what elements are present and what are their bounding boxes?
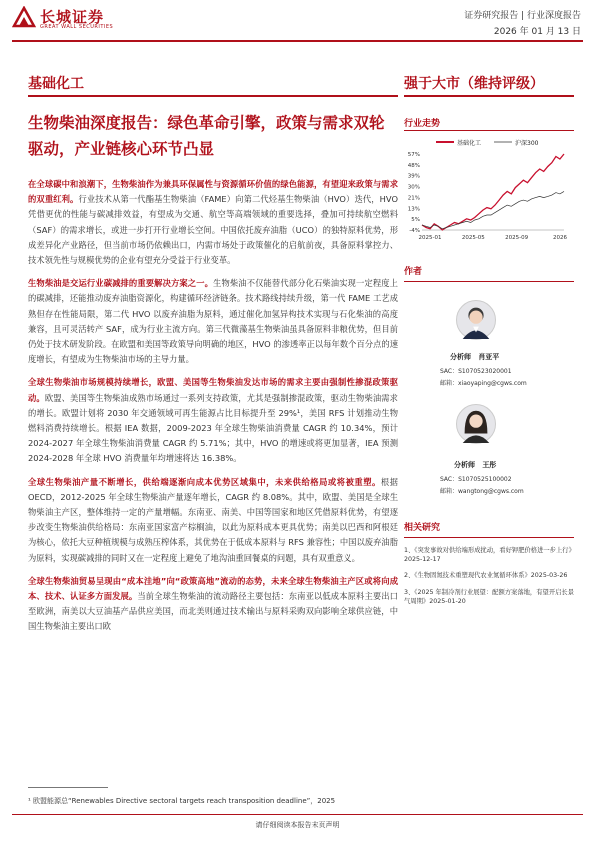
research-link[interactable]: 1、《突发事故对供给端形成扰动，看好钾肥价格进一步上行》2025-12-17 bbox=[404, 547, 572, 564]
footnote-divider bbox=[28, 787, 108, 788]
x-tick-label: 2026 bbox=[553, 235, 567, 241]
trend-title: 行业走势 bbox=[404, 119, 441, 129]
research-divider bbox=[404, 537, 574, 538]
research-link[interactable]: 2、《生物固氮技术重塑现代农业氮循环体系》2025-03-26 bbox=[404, 572, 568, 580]
series-line-csi300 bbox=[422, 191, 564, 228]
y-tick-label: 5% bbox=[411, 217, 420, 224]
author-name: 王彤 bbox=[482, 461, 497, 469]
related-research bbox=[404, 520, 574, 613]
report-header bbox=[464, 8, 581, 40]
paragraph bbox=[28, 177, 398, 268]
author-sac: SAC：S1070523020001 bbox=[440, 368, 512, 375]
paragraph bbox=[28, 475, 398, 566]
paragraph-lead: 全球生物柴油市场规模持续增长，欧盟、美国等生物柴油发达市场的需求主要由强制性掺混政策驱动。 bbox=[28, 377, 398, 403]
trend-divider bbox=[404, 130, 574, 131]
header-divider bbox=[12, 40, 583, 42]
doc-type: 证券研究报告 | 行业深度报告 bbox=[464, 11, 581, 21]
avatar bbox=[456, 404, 496, 444]
y-tick-label: 39% bbox=[407, 173, 420, 180]
y-tick-label: -4% bbox=[409, 228, 420, 234]
author-email: 邮箱：wangtong@cgws.com bbox=[440, 488, 524, 495]
avatar bbox=[456, 300, 496, 340]
authors-divider bbox=[404, 281, 574, 282]
rating-divider bbox=[404, 95, 574, 97]
authors-section bbox=[404, 264, 574, 495]
paragraph-text: 欧盟、美国等生物柴油成熟市场通过一系列支持政策，尤其是强制掺混政策，驱动生物柴油需求的增长。欧盟计划将 2030 年交通领域可再生能源占比目标提升至 29%¹，美国 RFS 计划推动生物燃料消费持续增长。根据 IEA 数据，2009-2023 年全球生物柴油消费量 CAGR 约 10.34%，预计 2024-2027 年全球生物柴油消费量 CAGR 约 5.71%；其中，HVO 的增速或将更加显著，IEA 预测 2024-2028 年全球 HVO 消费量年均增速将达 16.38%。 bbox=[28, 392, 398, 464]
author-name: 肖亚平 bbox=[478, 353, 500, 361]
x-tick-label: 2025-09 bbox=[505, 235, 529, 241]
paragraph bbox=[28, 375, 398, 466]
author-2 bbox=[454, 460, 496, 470]
paragraph-lead: 全球生物柴油产量不断增长，供给端逐渐向成本优势区域集中，未来供给格局或将被重塑。 bbox=[28, 476, 381, 487]
paragraph-text: 行业技术从第一代酯基生物柴油（FAME）向第二代烃基生物柴油（HVO）迭代，HVO 凭借更优的性能与碳减排效益，有望成为交通、航空等高端领域的重要选择，叠加可持续航空燃料（SAF）的需求增长，或进一步打开行业增长空间。中国依托废弃油脂（UCO）的独特原料优势，形成差异化产业路径，但当前市场仍依赖出口，内需市场处于政策催化的启航前夜，具备原料掌控力、技术领先性与规模优势的企业有望充分受益于行业变革。 bbox=[28, 194, 398, 266]
paragraph-lead: 生物柴油是交运行业碳减排的重要解决方案之一。 bbox=[28, 278, 214, 289]
author-sac: SAC：S1070525100002 bbox=[440, 476, 512, 483]
paragraph-text: 当前全球生物柴油的流动路径主要包括：东南亚以低成本原料主要出口至欧洲，南美以大豆油基产品供应美国，而北美则通过技术输出与原料采购双向影响全球供应链，中国生物柴油主要出口欧 bbox=[28, 591, 398, 632]
paragraph-text: 根据 OECD，2012-2025 年全球生物柴油产量逐年增长，CAGR 约 8.08%。其中，欧盟、美国是全球生物柴油主产区，整体维持一定的产量增幅。东南亚、南美、中国等国家和地区凭借原料优势，有望逐步改变生物柴油供给格局：东南亚国家富产棕榈油，以此为原料成本更具优势；南美以巴西和阿根廷为核心，依托大豆种植规模与成熟压榨体系，其优势在于低成本原料与 RFS 兼容性；中国以废弃油脂为原料，实现碳减排的同时又在一定程度上避免了地沟油重回餐桌的问题，具有双重意义。 bbox=[28, 476, 398, 563]
footer-divider bbox=[12, 814, 583, 815]
paragraph bbox=[28, 574, 398, 635]
report-title: 生物柴油深度报告：绿色革命引擎，政策与需求双轮驱动，产业链核心环节凸显 bbox=[28, 114, 385, 158]
brand-name: 长城证券 bbox=[40, 8, 105, 26]
footnote: ¹ 欧盟能源总“Renewables Directive sectoral targets reach transposition deadline”，2025 bbox=[28, 797, 336, 805]
x-tick-label: 2025-01 bbox=[418, 235, 442, 241]
footer-disclaimer: 请仔细阅读本报告末页声明 bbox=[255, 821, 340, 829]
legend-label: 基础化工 bbox=[457, 140, 482, 147]
report-date: 2026 年 01 月 13 日 bbox=[493, 27, 581, 37]
legend-label: 沪深300 bbox=[515, 140, 539, 147]
research-title: 相关研究 bbox=[404, 523, 441, 533]
authors-title: 作者 bbox=[404, 267, 423, 277]
sector-label: 基础化工 bbox=[28, 76, 84, 92]
brand-logo-icon bbox=[12, 6, 36, 28]
y-tick-label: 48% bbox=[407, 162, 420, 169]
author-role: 分析师 bbox=[454, 461, 475, 469]
brand-name-en: GREAT WALL SECURITIES bbox=[40, 24, 114, 30]
author-email: 邮箱：xiaoyaping@cgws.com bbox=[440, 380, 527, 387]
sector-divider bbox=[28, 95, 398, 97]
paragraph-text: 生物柴油不仅能替代部分化石柴油实现一定程度上的碳减排，还能推动废弃油脂资源化，构建循环经济链条。技术路线持续升级，第一代 FAME 工艺成熟但存在性能局限，第二代 HVO 以废弃油脂为原料，通过催化加氢异构技术实现与石化柴油的高度兼容，且可灵活转产 SAF，成为行业主流方向。第三代微藻基生物柴油虽具备原料非粮优势，但目前仍处于技术研发阶段。在欧盟和美国等政策导向明确的地区，HVO 的渗透率正以每年数个百分点的速度增长，有望成为生物柴油市场的主导力量。 bbox=[28, 278, 398, 365]
report-body bbox=[28, 177, 398, 635]
y-tick-label: 30% bbox=[407, 184, 420, 191]
y-tick-label: 57% bbox=[407, 152, 420, 158]
x-tick-label: 2025-05 bbox=[461, 235, 485, 241]
paragraph bbox=[28, 276, 398, 367]
paragraph-lead: 在全球碳中和浪潮下，生物柴油作为兼具环保属性与资源循环价值的绿色能源，有望迎来政策与需求的双重红利。 bbox=[28, 179, 398, 205]
rating-label: 强于大市（维持评级） bbox=[404, 76, 544, 92]
author-role: 分析师 bbox=[450, 353, 471, 361]
paragraph-lead: 全球生物柴油贸易呈现由“成本洼地”向“政策高地”流动的态势，未来全球生物柴油主产区或将向成本、技术、认证多方面发展。 bbox=[28, 575, 398, 602]
author-1 bbox=[450, 352, 499, 362]
series-line-chemicals bbox=[422, 154, 564, 230]
research-link[interactable]: 3、《2025 年制冷剂行业展望：配额方案落地，有望开启长景气周期》2025-01-20 bbox=[404, 588, 575, 605]
y-tick-label: 21% bbox=[407, 195, 420, 202]
y-tick-label: 13% bbox=[407, 206, 420, 213]
industry-trend-chart bbox=[404, 134, 574, 246]
